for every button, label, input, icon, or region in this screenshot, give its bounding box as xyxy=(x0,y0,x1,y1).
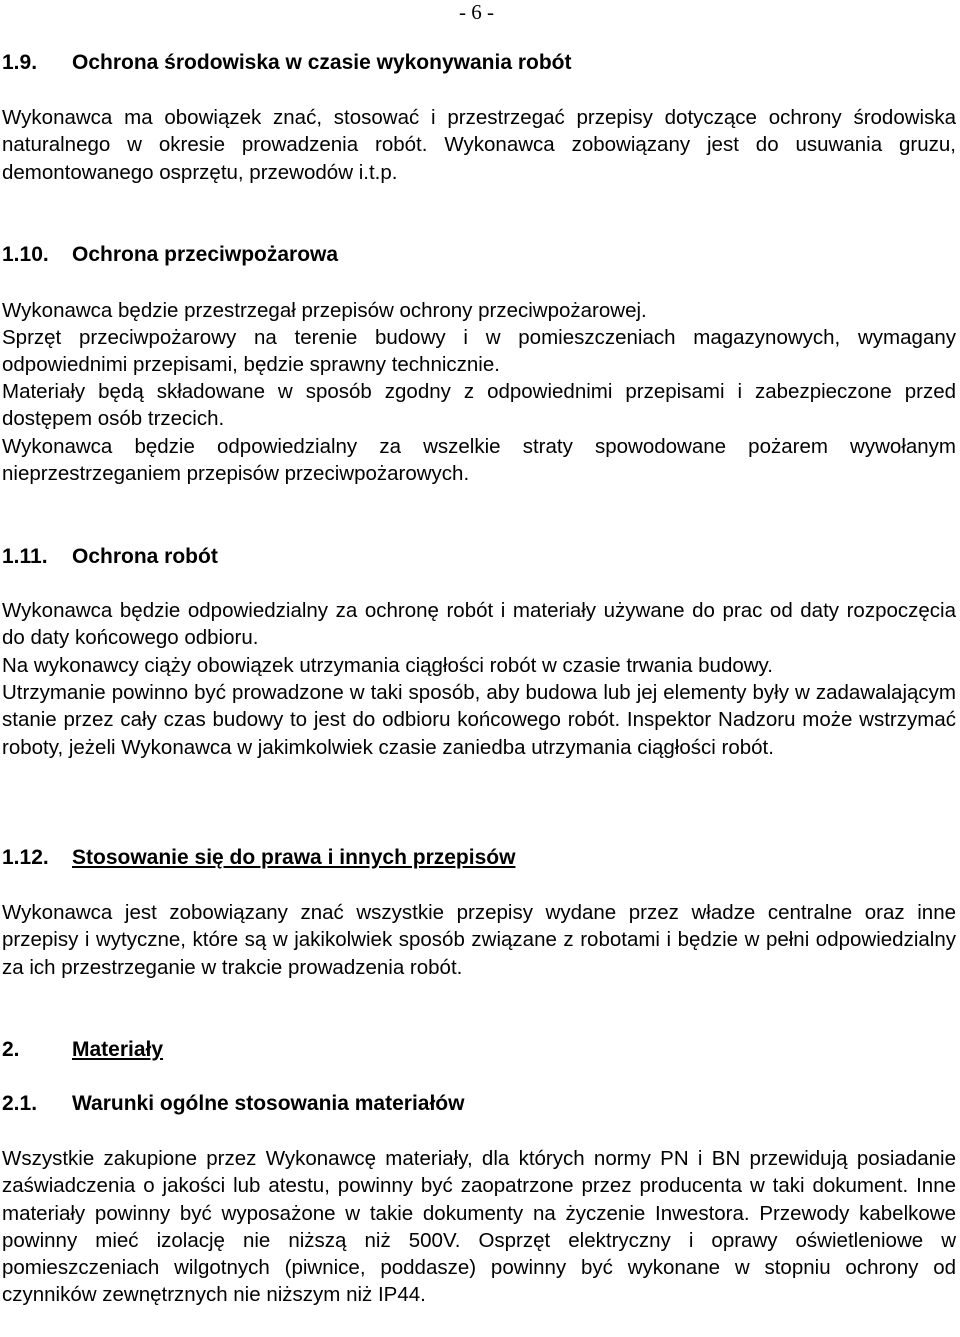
paragraph: Na wykonawcy ciąży obowiązek utrzymania ciągłości robót w czasie trwania budowy. xyxy=(2,654,773,677)
section-heading-1-9 xyxy=(2,50,571,76)
section-title: Ochrona przeciwpożarowa xyxy=(72,243,339,266)
paragraph: Wykonawca jest zobowiązany znać wszystkie przepisy wydane przez władze centralne oraz inne przepisy i wytyczne, które są w jakikolwiek sposób związane z robotami i będzie w pełni odpowiedzialny za ich przestrzeganie w trakcie prowadzenia robót. xyxy=(2,901,956,979)
section-heading-1-12 xyxy=(2,845,515,871)
paragraph: Wykonawca ma obowiązek znać, stosować i przestrzegać przepisy dotyczące ochrony środowiska naturalnego w okresie prowadzenia robót. Wykonawca zobowiązany jest do usuwania gruzu, demontowanego osprzętu, przewodów i.t.p. xyxy=(2,106,956,184)
section-heading-2-1 xyxy=(2,1091,464,1117)
section-heading-1-10 xyxy=(2,242,338,268)
section-number: 1.11. xyxy=(2,545,48,568)
section-number: 1.9. xyxy=(2,51,38,74)
paragraph: Wszystkie zakupione przez Wykonawcę materiały, dla których normy PN i BN przewidują posiadanie zaświadczenia o jakości lub atestu, powinny być zaopatrzone przez producenta w taki dokument. Inne materiały powinny być wyposażone w takie dokumenty na życzenie Inwestora. Przewody kabelkowe powinny mieć izolację nie niższą niż 500V. Osprzęt elektryczny i oprawy oświetleniowe w pomieszczeniach wilgotnych (piwnice, poddasze) powinny być wykonane w stopniu ochrony od czynników zewnętrznych nie niższym niż IP44. xyxy=(2,1147,956,1307)
paragraph: Materiały będą składowane w sposób zgodny z odpowiednimi przepisami i zabezpieczone przed dostępem osób trzecich. xyxy=(2,380,956,431)
paragraph: Wykonawca będzie odpowiedzialny za ochronę robót i materiały używane do prac od daty rozpoczęcia do daty końcowego odbioru. xyxy=(2,599,956,650)
section-heading-2 xyxy=(2,1037,163,1063)
page-number: - 6 - xyxy=(459,0,494,24)
section-title: Stosowanie się do prawa i innych przepisów xyxy=(72,846,516,869)
paragraph: Wykonawca będzie odpowiedzialny za wszelkie straty spowodowane pożarem wywołanym nieprzestrzeganiem przepisów przeciwpożarowych. xyxy=(2,435,956,486)
section-number: 2. xyxy=(2,1038,20,1061)
section-title: Warunki ogólne stosowania materiałów xyxy=(72,1092,465,1115)
section-number: 2.1. xyxy=(2,1092,38,1115)
section-title: Materiały xyxy=(72,1038,164,1061)
section-heading-1-11 xyxy=(2,544,218,570)
section-title: Ochrona środowiska w czasie wykonywania robót xyxy=(72,51,572,74)
paragraph: Wykonawca będzie przestrzegał przepisów ochrony przeciwpożarowej. xyxy=(2,299,647,322)
section-title: Ochrona robót xyxy=(72,545,218,568)
section-number: 1.10. xyxy=(2,243,49,266)
paragraph: Utrzymanie powinno być prowadzone w taki sposób, aby budowa lub jej elementy były w zadawalającym stanie przez cały czas budowy to jest do odbioru końcowego robót. Inspektor Nadzoru może wstrzymać roboty, jeżeli Wykonawca w jakimkolwiek czasie zaniedba utrzymania ciągłości robót. xyxy=(2,681,956,759)
section-number: 1.12. xyxy=(2,846,49,869)
paragraph: Sprzęt przeciwpożarowy na terenie budowy i w pomieszczeniach magazynowych, wymagany odpowiednimi przepisami, będzie sprawny technicznie. xyxy=(2,326,956,377)
